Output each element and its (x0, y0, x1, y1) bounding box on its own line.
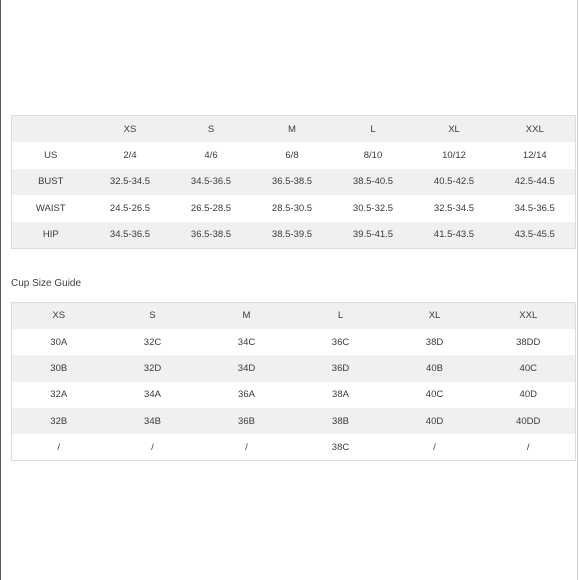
size-chart-row-hip (12, 222, 576, 249)
cup-guide-row (12, 355, 576, 381)
size-chart-cell: 41.5-43.5 (414, 222, 495, 249)
size-chart-cell: 2/4 (123, 149, 137, 161)
cup-guide-title: Cup Size Guide (11, 278, 82, 289)
cup-guide-row (12, 382, 576, 408)
size-chart-header-cell: M (252, 116, 333, 143)
cup-guide-cell: 40D (388, 408, 482, 434)
cup-guide-cell: 32C (143, 336, 162, 348)
size-chart-cell: 26.5-28.5 (190, 202, 232, 214)
cup-guide-cell: 30A (50, 336, 68, 348)
size-chart-cell: 30.5-32.5 (352, 202, 394, 214)
cup-guide-header-cell: M (200, 303, 294, 329)
cup-guide-cell: 40C (425, 389, 444, 401)
size-chart-header-cell: XL (414, 116, 495, 143)
cup-guide-cell: 32D (106, 355, 200, 381)
cup-guide-cell: 40B (388, 355, 482, 381)
cup-guide-cell: 32A (50, 389, 68, 401)
size-chart-cell: 36.5-38.5 (171, 222, 252, 249)
cup-guide-cell: / (433, 441, 436, 453)
cup-guide-row (12, 329, 576, 355)
cup-guide-table (11, 302, 576, 461)
cup-guide-header-row (12, 303, 576, 329)
cup-guide-cell: / (245, 441, 248, 453)
size-chart-cell: 4/6 (204, 149, 218, 161)
size-chart-header-cell: XS (90, 116, 171, 143)
cup-guide-cell: 32B (12, 408, 106, 434)
cup-guide-cell: / (57, 441, 61, 453)
cup-guide-cell: 38D (425, 336, 444, 348)
cup-guide-cell: 34B (106, 408, 200, 434)
size-chart-row-waist (12, 195, 576, 222)
size-chart-cell: 43.5-45.5 (495, 222, 576, 249)
cup-guide-row (12, 434, 576, 460)
right-edge-line (577, 0, 578, 580)
size-chart-row-label: US (44, 149, 58, 161)
cup-guide-header-cell: S (106, 303, 200, 329)
size-chart-row-us (12, 142, 576, 169)
size-chart-cell: 10/12 (442, 149, 466, 161)
size-chart-row-label: WAIST (35, 202, 66, 214)
size-chart-cell: 32.5-34.5 (433, 202, 475, 214)
size-chart-cell: 38.5-39.5 (252, 222, 333, 249)
cup-guide-cell: 40C (482, 355, 576, 381)
cup-guide-header-cell: XS (12, 303, 106, 329)
cup-guide-cell: 38C (331, 441, 350, 453)
cup-guide-cell: 30B (12, 355, 106, 381)
size-chart-cell: 38.5-40.5 (333, 169, 414, 196)
size-chart-table (11, 115, 576, 249)
size-chart-cell: 34.5-36.5 (90, 222, 171, 249)
left-edge-line (0, 0, 1, 580)
size-chart-cell: 39.5-41.5 (333, 222, 414, 249)
size-chart-header-cell: S (171, 116, 252, 143)
size-chart-cell: 12/14 (522, 149, 547, 161)
size-chart-row-label: BUST (12, 169, 90, 196)
size-chart-cell: 32.5-34.5 (90, 169, 171, 196)
cup-guide-cell: 36A (238, 389, 255, 401)
cup-guide-cell: 36C (331, 336, 350, 348)
cup-guide-cell: 34A (144, 389, 161, 401)
size-chart-header-cell: XXL (495, 116, 576, 143)
size-chart-cell: 34.5-36.5 (171, 169, 252, 196)
size-chart-cell: 6/8 (285, 149, 299, 161)
cup-guide-header-cell: XL (388, 303, 482, 329)
cup-guide-cell: 34C (237, 336, 256, 348)
size-chart-cell: 40.5-42.5 (414, 169, 495, 196)
cup-guide-cell: 38B (294, 408, 388, 434)
size-chart-row-label: HIP (12, 222, 90, 249)
size-chart-cell: 36.5-38.5 (252, 169, 333, 196)
size-chart-row-bust (12, 169, 576, 196)
cup-guide-row (12, 408, 576, 434)
size-chart-header-row (12, 116, 576, 143)
cup-guide-header-cell: L (294, 303, 388, 329)
cup-guide-header-cell: XXL (482, 303, 576, 329)
size-chart-cell: 8/10 (363, 149, 383, 161)
cup-guide-cell: 38DD (516, 336, 541, 348)
size-chart-cell: 42.5-44.5 (495, 169, 576, 196)
cup-guide-cell: 38A (332, 389, 349, 401)
cup-guide-cell: / (526, 441, 530, 453)
size-chart-cell: 34.5-36.5 (514, 202, 555, 214)
cup-guide-cell: 40DD (482, 408, 576, 434)
size-chart-header-cell (12, 116, 90, 143)
cup-guide-cell: 40D (519, 389, 537, 401)
size-chart-header-cell: L (333, 116, 414, 143)
cup-guide-cell: 34D (200, 355, 294, 381)
cup-guide-cell: / (151, 441, 154, 453)
cup-guide-cell: 36D (294, 355, 388, 381)
size-chart-cell: 24.5-26.5 (109, 202, 151, 214)
size-chart-cell: 28.5-30.5 (271, 202, 313, 214)
cup-guide-cell: 36B (200, 408, 294, 434)
